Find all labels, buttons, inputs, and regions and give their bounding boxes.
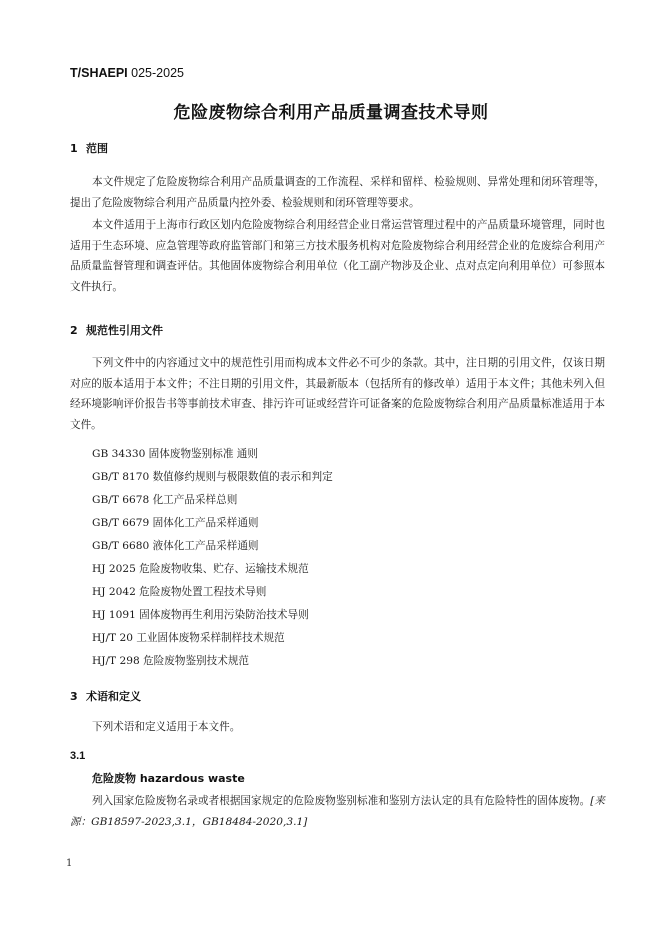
section-3-number: 3 [70,690,78,703]
section-2-heading [70,322,163,338]
section-1-number: 1 [70,142,78,155]
standard-prefix: T/SHAEPI [70,66,128,80]
section-3-title: 术语和定义 [86,690,141,703]
section-2-title: 规范性引用文件 [86,324,163,337]
reference-item: GB 34330 固体废物鉴别标准 通则 [92,448,258,460]
reference-item: HJ 1091 固体废物再生利用污染防治技术导则 [92,609,309,621]
section-3-heading [70,688,141,704]
reference-item: HJ 2042 危险废物处置工程技术导则 [92,586,267,598]
term-definition [70,791,605,832]
term-number: 3.1 [70,750,86,762]
section-1-title: 范围 [86,142,108,155]
reference-item: HJ 2025 危险废物收集、贮存、运输技术规范 [92,563,309,575]
term-source: [来源：GB18597-2023,3.1，GB18484-2020,3.1] [70,795,606,828]
document-title: 危险废物综合利用产品质量调查技术导则 [173,103,489,123]
standard-code [70,66,184,80]
reference-item: HJ/T 298 危险废物鉴别技术规范 [92,655,250,667]
section-2-number: 2 [70,324,78,337]
section-2-intro: 下列文件中的内容通过文中的规范性引用而构成本文件必不可少的条款。其中，注日期的引用文件，仅该日期对应的版本适用于本文件；不注日期的引用文件，其最新版本（包括所有的修改单）适用于本文件；其他未列入但经环境影响评价报告书等事前技术审查、排污许可证或经营许可证备案的危险废物综合利用产品质量标准适用于本文件。 [70,357,605,431]
term-name: 危险废物 hazardous waste [92,772,245,785]
standard-number: 025-2025 [131,66,184,80]
term-definition-text: 列入国家危险废物名录或者根据国家规定的危险废物鉴别标准和鉴别方法认定的具有危险特性的固体废物。 [92,795,591,807]
reference-item: HJ/T 20 工业固体废物采样制样技术规范 [92,632,285,644]
section-3-intro: 下列术语和定义适用于本文件。 [92,721,241,733]
reference-item: GB/T 6679 固体化工产品采样通则 [92,517,259,529]
section-1-paragraph-2: 本文件适用于上海市行政区划内危险废物综合利用经营企业日常运营管理过程中的产品质量环境管理，同时也适用于生态环境、应急管理等政府监管部门和第三方技术服务机构对危险废物综合利用经营企业的危废综合利用产品质量监督管理和调查评估。其他固体废物综合利用单位（化工副产物涉及企业、点对点定向利用单位）可参照本文件执行。 [70,219,605,293]
reference-item: GB/T 8170 数值修约规则与极限数值的表示和判定 [92,471,333,483]
page-number: 1 [66,858,73,869]
section-1-heading [70,140,108,156]
reference-item: GB/T 6678 化工产品采样总则 [92,494,238,506]
section-1-paragraph-1: 本文件规定了危险废物综合利用产品质量调查的工作流程、采样和留样、检验规则、异常处理和闭环管理等，提出了危险废物综合利用产品质量内控外委、检验规则和闭环管理等要求。 [70,176,605,209]
reference-item: GB/T 6680 液体化工产品采样通则 [92,540,259,552]
